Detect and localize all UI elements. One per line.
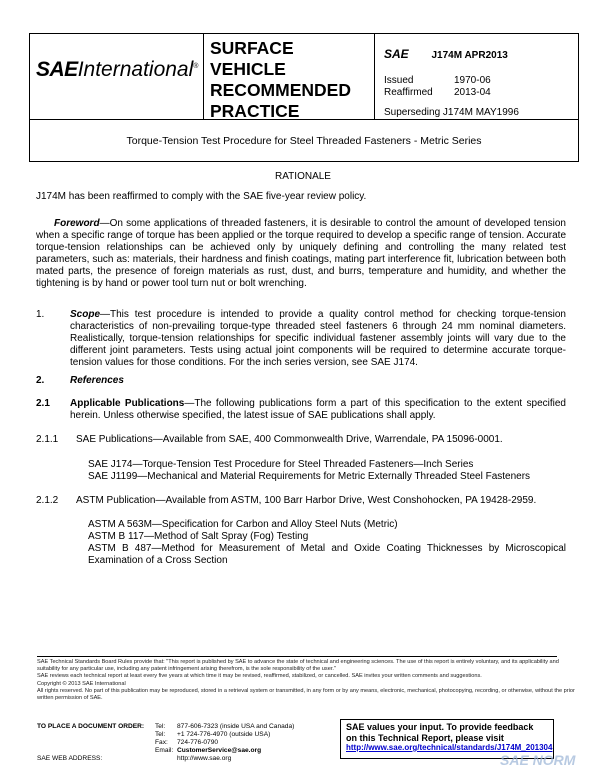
logo-international-text: International bbox=[77, 58, 194, 81]
section-2-1-2-text: ASTM Publication—Available from ASTM, 100 Barr Harbor Drive, West Conshohocken, PA 19428-2959. bbox=[76, 495, 537, 506]
reference-astm-a563m: ASTM A 563M—Specification for Carbon and Alloy Steel Nuts (Metric) bbox=[88, 519, 398, 530]
reaffirmed-label: Reaffirmed bbox=[384, 87, 433, 98]
footer-rules: SAE Technical Standards Board Rules provide that: "This report is published by SAE to advance the state of technical and engineering sciences. The use of this report is entirely voluntary, and its applicability and suitability for any particular use, including any patent infringement arising therefrom, is the sole responsibility of the user." bbox=[37, 659, 559, 673]
document-id-row bbox=[384, 47, 508, 61]
section-2-label: References bbox=[70, 375, 124, 386]
issue-meta bbox=[384, 75, 491, 99]
sae-small-logo: SAE bbox=[384, 47, 409, 61]
section-2-1-1-number: 2.1.1 bbox=[36, 434, 59, 445]
footer-divider bbox=[37, 656, 557, 657]
superseding-text: Superseding J174M MAY1996 bbox=[384, 107, 519, 118]
rationale-text: J174M has been reaffirmed to comply with the SAE five-year review policy. bbox=[36, 191, 367, 202]
header-divider-1 bbox=[203, 33, 204, 119]
document-id: J174M APR2013 bbox=[431, 50, 508, 61]
footer-copyright: Copyright © 2013 SAE International bbox=[37, 680, 126, 687]
section-2-number: 2. bbox=[36, 375, 45, 386]
reference-sae-j1199: SAE J1199—Mechanical and Material Requirements for Metric Externally Threaded Steel Fasteners bbox=[88, 471, 531, 482]
feedback-line-2: on this Technical Report, please visit bbox=[346, 732, 504, 743]
section-1-label: Scope bbox=[70, 309, 101, 320]
reference-astm-b487: ASTM B 487—Method for Measurement of Metal and Oxide Coating Thicknesses by Microscopical Examination of a Cross Section bbox=[88, 543, 566, 566]
sae-international-logo: SAEInternational® bbox=[36, 58, 199, 81]
fax-label: Fax: bbox=[155, 739, 168, 746]
section-1-paragraph bbox=[70, 309, 566, 369]
sae-norm-watermark: SAE NORM bbox=[500, 752, 576, 768]
tel1-value: 877-606-7323 (inside USA and Canada) bbox=[177, 723, 295, 730]
foreword-paragraph bbox=[36, 218, 566, 290]
reference-sae-j174: SAE J174—Torque-Tension Test Procedure for Steel Threaded Fasteners—Inch Series bbox=[88, 459, 474, 470]
doc-type-line-3: RECOMMENDED bbox=[210, 80, 351, 100]
order-info bbox=[37, 723, 327, 763]
issued-label: Issued bbox=[384, 75, 414, 86]
doc-type-line-4: PRACTICE bbox=[210, 101, 300, 121]
reaffirmed-value: 2013-04 bbox=[454, 87, 491, 98]
document-title: Torque-Tension Test Procedure for Steel Threaded Fasteners - Metric Series bbox=[126, 134, 482, 147]
section-1-text: —This test procedure is intended to provide a quality control method for checking torque-tension characteristics of non-prevailing torque-type threaded steel fasteners 6 through 24 mm nominal diameters. Realistically, torque-tension relationships for specific individual fastener assembly joints will vary due to the different joint parameters. Tests using actual joint components will be required to determine accurate torque-tension values for those conditions. For the inch series version, see SAE J174. bbox=[70, 309, 566, 368]
foreword-label: Foreword bbox=[54, 218, 100, 229]
web-address-link[interactable]: http://www.sae.org bbox=[177, 755, 232, 762]
section-2-1-label: Applicable Publications bbox=[70, 398, 185, 409]
feedback-line-1: SAE values your input. To provide feedback bbox=[346, 722, 534, 732]
section-2-1-number: 2.1 bbox=[36, 398, 50, 409]
email-label: Email: bbox=[155, 747, 174, 754]
rationale-heading: RATIONALE bbox=[275, 171, 331, 182]
web-address-label: SAE WEB ADDRESS: bbox=[37, 755, 103, 762]
order-label: TO PLACE A DOCUMENT ORDER: bbox=[37, 723, 145, 730]
email-link[interactable]: CustomerService@sae.org bbox=[177, 747, 262, 754]
section-1-number: 1. bbox=[36, 309, 45, 320]
feedback-url-link[interactable]: http://www.sae.org/technical/standards/J174M_201304 bbox=[346, 743, 553, 752]
doc-type-line-1: SURFACE bbox=[210, 38, 294, 58]
section-2-1-paragraph bbox=[70, 398, 566, 422]
reference-astm-b117: ASTM B 117—Method of Salt Spray (Fog) Testing bbox=[88, 531, 309, 542]
tel2-value: +1 724-776-4970 (outside USA) bbox=[177, 731, 271, 738]
doc-type-line-2: VEHICLE bbox=[210, 59, 286, 79]
issued-value: 1970-06 bbox=[454, 75, 491, 86]
document-title-bar bbox=[29, 119, 579, 162]
tel1-label: Tel: bbox=[155, 723, 166, 730]
tel2-label: Tel: bbox=[155, 731, 166, 738]
footer-rights: All rights reserved. No part of this publication may be reproduced, stored in a retrieval system or transmitted, in any form or by any means, electronic, mechanical, photocopying, recording, or otherwise, without the prior written permission of SAE. bbox=[37, 687, 575, 702]
fax-value: 724-776-0790 bbox=[177, 739, 219, 746]
document-type bbox=[210, 38, 370, 122]
section-2-1-text: —The following publications form a part of this specification to the extent specified herein. Unless otherwise specified, the latest issue of SAE publications shall apply. bbox=[70, 398, 566, 421]
footer-review: SAE reviews each technical report at least every five years at which time it may be revised, reaffirmed, stabilized, or cancelled. SAE invites your written comments and suggestions. bbox=[37, 673, 482, 680]
section-2-1-1-text: SAE Publications—Available from SAE, 400 Commonwealth Drive, Warrendale, PA 15096-0001. bbox=[76, 434, 503, 445]
foreword-text: —On some applications of threaded fasteners, it is desirable to control the amount of developed tension when a specific range of torque has been applied or the torque required to develop a specific range of tension. Accurate torque-tension relationships can be achieved only by uniquely defining and controlling the many related test parameters, such as: materials, their hardness and finish coatings, mating part interference fit, lubrication between both mated parts, the presence of foreign materials as rust, dust, and burrs, temperature and humidity, and whether the tightening is by hand or power tool turn nut or bolt wrenching. bbox=[36, 218, 566, 289]
logo-sae-text: SAE bbox=[36, 58, 78, 81]
section-2-1-2-number: 2.1.2 bbox=[36, 495, 59, 506]
header-divider-2 bbox=[374, 33, 375, 119]
footer-notices bbox=[37, 659, 577, 702]
